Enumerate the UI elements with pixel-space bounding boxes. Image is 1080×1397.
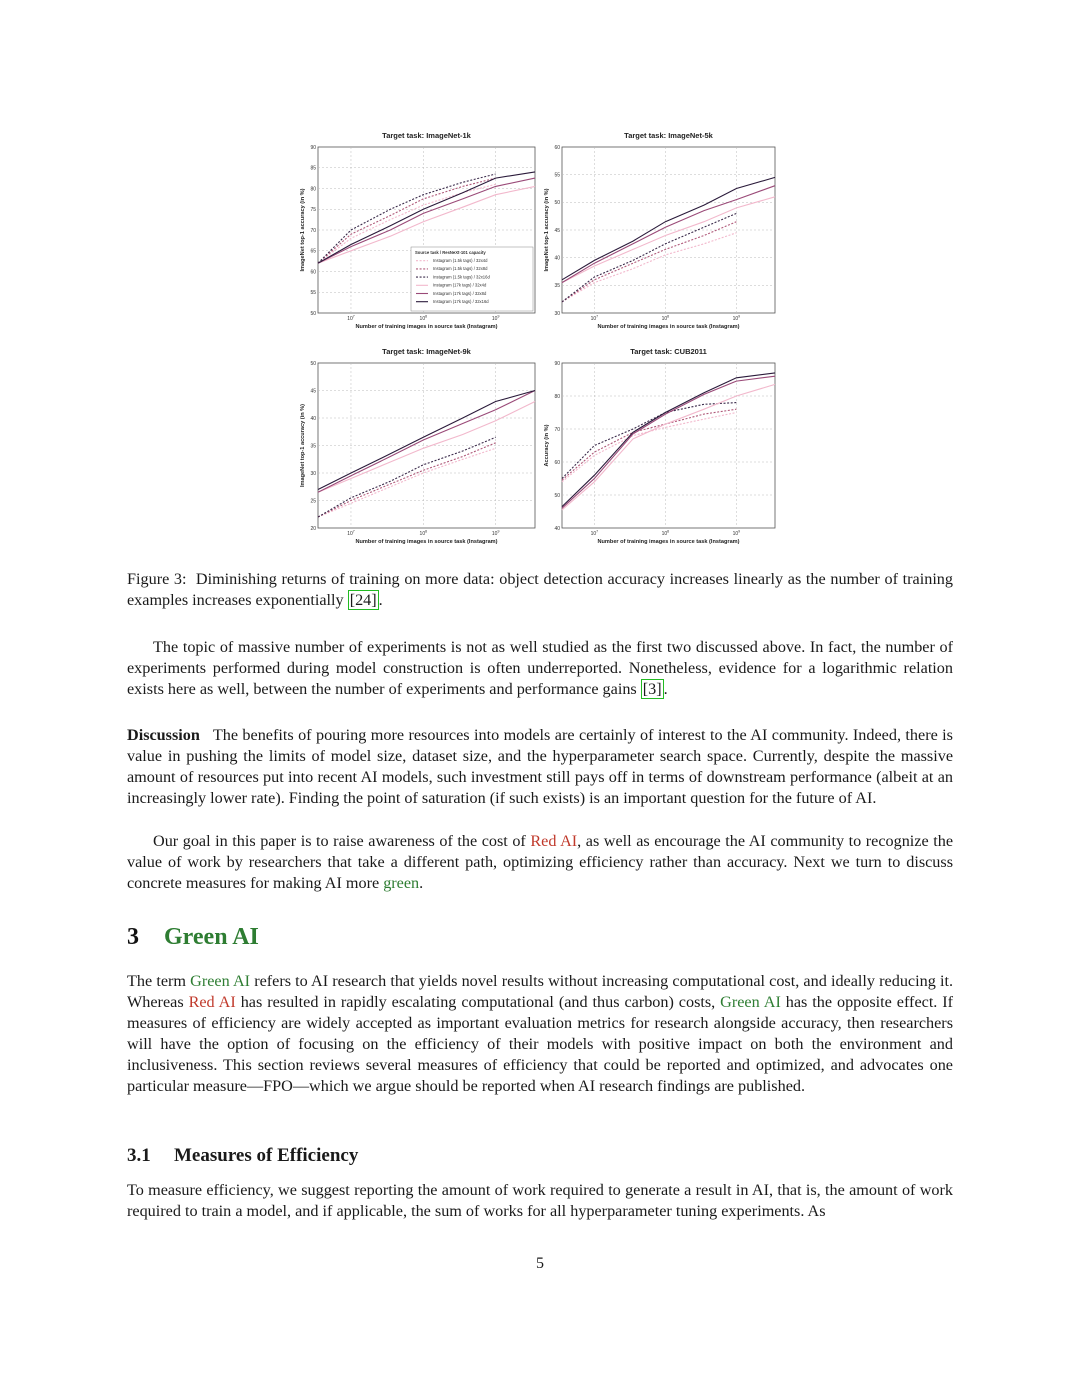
chart-title: Target task: CUB2011 xyxy=(630,347,707,356)
x-axis-label: Number of training images in source task (Instagram) xyxy=(355,539,498,545)
measures-text: To measure efficiency, we suggest reporting the amount of work required to generate a result in AI, that is, the amount of work required to train a model, and if applicable, the sum of works for all hyperparameter tuning experiments. As xyxy=(127,1181,953,1220)
chart-1 xyxy=(300,131,535,330)
chart-title: Target task: ImageNet-9k xyxy=(382,347,471,356)
section-3-1-number: 3.1 xyxy=(127,1145,151,1166)
page-number: 5 xyxy=(536,1255,544,1272)
y-tick-label: 50 xyxy=(554,492,560,499)
y-tick-label: 20 xyxy=(310,525,316,532)
x-tick-label: $10^8$ xyxy=(661,314,670,322)
chart-4 xyxy=(544,347,775,545)
y-tick-label: 30 xyxy=(554,310,560,317)
green-ai-text-rest: has the opposite effect. If measures of efficiency are widely accepted as important evaluation metrics for research alongside accuracy, then researchers will have the option of focusing on the efficiency of their models with positive impact on both the environment and inclusiveness. This section reviews several measures of efficiency that could be reported and optimized, and advocates one particular measure—FPO—which we argue should be reported when AI research findings are published. xyxy=(127,993,954,1095)
goal-text-pre: Our goal in this paper is to raise awareness of the cost of xyxy=(153,832,526,850)
paragraph-measures xyxy=(127,1180,953,1222)
paragraph-experiments-text: The topic of massive number of experiments is not as well studied as the first two discussed above. In fact, the number of experiments performed during model construction is often underreported. Nonetheless, evidence for a logarithmic relation exists here as well, between the number of experiments and performance gains xyxy=(127,638,953,698)
y-tick-label: 50 xyxy=(310,360,316,367)
chart-legend xyxy=(411,247,533,311)
citation-link-24[interactable]: [24] xyxy=(349,591,377,609)
green-ai-text-pre: The term xyxy=(127,972,186,990)
goal-text-mid: , as well as encourage the AI community to recognize the value of work by researchers that take a different path, optimizing efficiency rather than accuracy. Next we turn to discuss concrete measures for making AI more xyxy=(127,832,953,892)
x-axis-label: Number of training images in source task (Instagram) xyxy=(597,539,740,545)
y-tick-label: 65 xyxy=(310,248,316,255)
y-tick-label: 80 xyxy=(310,186,316,193)
green-ai-text-mid2: has resulted in rapidly escalating computational (and thus carbon) costs, xyxy=(240,993,716,1011)
section-3-1-heading xyxy=(127,1145,358,1167)
discussion-heading: Discussion xyxy=(127,726,200,744)
legend-entry: Instagram (17k tags) / 32x8d xyxy=(433,290,487,296)
svg-text:Source task / ResNeXt-101 capa: Source task / ResNeXt-101 capacity xyxy=(415,250,486,255)
x-tick-label: $10^7$ xyxy=(347,314,355,322)
y-tick-label: 80 xyxy=(554,393,560,400)
caption-period: . xyxy=(378,591,383,609)
paragraph-experiments xyxy=(127,637,953,700)
y-tick-label: 55 xyxy=(310,290,316,297)
y-tick-label: 60 xyxy=(554,144,560,151)
citation-link-3[interactable]: [3] xyxy=(642,680,662,698)
y-axis-label: ImageNet top-1 accuracy (in %) xyxy=(300,188,306,272)
y-tick-label: 45 xyxy=(310,388,316,395)
y-tick-label: 75 xyxy=(310,207,316,214)
y-axis-label: ImageNet top-1 accuracy (in %) xyxy=(300,404,306,487)
legend-entry: Instagram (1.5k tags) / 32x8d xyxy=(433,266,488,272)
y-tick-label: 40 xyxy=(310,415,316,422)
y-tick-label: 60 xyxy=(554,459,560,466)
x-tick-label: $10^9$ xyxy=(491,314,500,322)
y-tick-label: 30 xyxy=(310,470,316,477)
y-tick-label: 35 xyxy=(554,283,560,290)
paragraph-goal xyxy=(127,831,953,894)
y-axis-label: ImageNet top-1 accuracy (in %) xyxy=(544,188,550,272)
y-tick-label: 35 xyxy=(310,443,316,450)
x-axis-label: Number of training images in source task (Instagram) xyxy=(355,324,498,330)
chart-title: Target task: ImageNet-5k xyxy=(624,131,713,140)
section-3-title: Green AI xyxy=(164,924,259,950)
caption-text: Diminishing returns of training on more data: object detection accuracy increases linearly as the number of training examples increases exponentially xyxy=(127,570,953,609)
y-tick-label: 55 xyxy=(554,172,560,179)
figure-3-charts xyxy=(290,125,790,555)
green-term: green xyxy=(383,874,420,892)
figure-caption xyxy=(127,569,953,611)
green-ai-term-2: Green AI xyxy=(720,993,781,1011)
y-tick-label: 70 xyxy=(310,227,316,234)
y-tick-label: 25 xyxy=(310,498,316,505)
red-ai-term: Red AI xyxy=(530,832,578,850)
x-tick-label: $10^8$ xyxy=(661,529,670,537)
legend-entry: Instagram (1.5k tags) / 32x16d xyxy=(433,274,490,280)
x-tick-label: $10^9$ xyxy=(732,529,741,537)
section-3-heading xyxy=(127,924,259,951)
section-3-number: 3 xyxy=(127,924,139,950)
y-tick-label: 85 xyxy=(310,165,316,172)
y-tick-label: 40 xyxy=(554,255,560,262)
y-tick-label: 70 xyxy=(554,426,560,433)
section-3-1-title: Measures of Efficiency xyxy=(174,1145,359,1166)
goal-period: . xyxy=(419,874,424,892)
y-tick-label: 90 xyxy=(554,360,560,367)
discussion-text: The benefits of pouring more resources into models are certainly of interest to the AI community. Indeed, there is value in pushing the limits of model size, dataset size, and the hyperparameter search space. Currently, despite the massive amount of resources put into recent AI models, such investment still pays off in terms of downstream performance (albeit at an increasingly lower rate). Finding the point of saturation (if such exists) is an important question for the future of AI. xyxy=(127,726,953,807)
x-tick-label: $10^8$ xyxy=(419,529,428,537)
paragraph-discussion xyxy=(127,725,953,809)
x-tick-label: $10^9$ xyxy=(732,314,741,322)
x-tick-label: $10^7$ xyxy=(590,314,599,322)
caption-label: Figure 3: xyxy=(127,570,187,588)
legend-entry: Instagram (17k tags) / 32x16d xyxy=(433,299,489,304)
x-axis-label: Number of training images in source task (Instagram) xyxy=(597,324,740,330)
x-tick-label: $10^7$ xyxy=(590,529,599,537)
y-tick-label: 90 xyxy=(310,144,316,151)
y-axis-label: Accuracy (in %) xyxy=(544,424,550,467)
x-tick-label: $10^9$ xyxy=(491,529,500,537)
chart-2 xyxy=(544,131,775,330)
red-ai-term-2: Red AI xyxy=(188,993,236,1011)
chart-title: Target task: ImageNet-1k xyxy=(382,131,471,140)
y-tick-label: 45 xyxy=(554,227,560,234)
figure-3 xyxy=(290,125,790,555)
x-tick-label: $10^8$ xyxy=(419,314,428,322)
paragraph-green-ai xyxy=(127,971,953,1097)
x-tick-label: $10^7$ xyxy=(347,529,355,537)
chart-3 xyxy=(300,347,535,545)
y-tick-label: 60 xyxy=(310,269,316,276)
legend-entry: Instagram (17k tags) / 32x4d xyxy=(433,282,487,288)
y-tick-label: 50 xyxy=(554,200,560,207)
y-tick-label: 40 xyxy=(554,525,560,532)
green-ai-term-1: Green AI xyxy=(190,972,251,990)
plot-area xyxy=(562,363,775,528)
y-tick-label: 50 xyxy=(310,310,316,317)
legend-entry: Instagram (1.5k tags) / 32x4d xyxy=(433,258,488,263)
paragraph-period: . xyxy=(663,680,668,698)
green-ai-text-mid1: refers to AI research that yields novel results without increasing computational cost, and ideally reducing it. Whereas xyxy=(127,972,953,1011)
